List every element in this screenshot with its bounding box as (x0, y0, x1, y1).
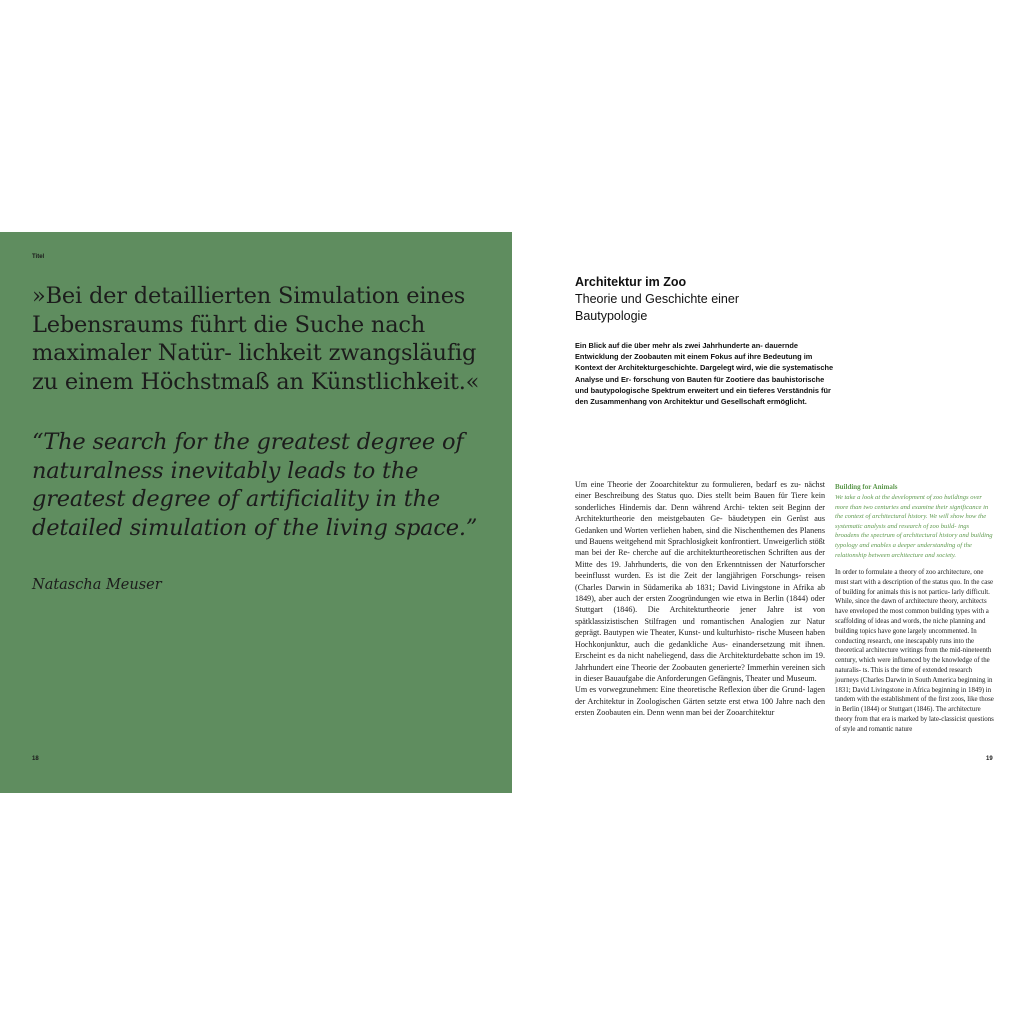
quote-english: “The search for the greatest degree of naturalness inevitably leads to the greatest degree of artificiality in the detailed simulation of the living space.” (32, 429, 478, 541)
body-paragraph: Um es vorwegzunehmen: Eine theoretische Reflexion über die Grund- lagen der Architektur in Zoologischen Gärten setzte erst etwa 100 Jahre nach den ersten Zoobauten ein. Denn wenn man bei der Zooarchitektur (575, 685, 825, 718)
page-number-left: 18 (32, 756, 39, 762)
left-page (0, 232, 512, 793)
chapter-abstract: Ein Blick auf die über mehr als zwei Jahrhunderte an- dauernde Entwicklung der Zoobauten mit einem Fokus auf ihre Bedeutung im Kontext der Architekturgeschichte. Dargelegt wird, wie die systematische Analyse und Er- forschung von Bauten für Zootiere das bauhistorische und bautypologische Spektrum erweitert und ein tieferes Verständnis für den Zusammenhang von Architektur und Gesellschaft ermöglicht. (575, 341, 834, 407)
chapter-title: Architektur im Zoo (575, 275, 687, 289)
book-spread (0, 232, 1024, 793)
body-column-english: In order to formulate a theory of zoo architecture, one must start with a description of the status quo. In the case of building for animals this is not particu- larly difficult. While, since the dawn of architecture theory, architects have enveloped the most common building types with a scaffolding of ideas and words, the niche planning and building topics have gone largely uncommented. In conducting research, one inescapably runs into the theoretical architecture writings from the mid-nineteenth century, which were influenced by the knowledge of the naturalis- ts. This is the time of extended research journeys (Charles Darwin in South America beginning in 1831; David Livingstone in Africa beginning in 1849) in tandem with the establishment of the first zoos, like those in Berlin (1844) or Stuttgart (1846). The architecture theory from that era is marked by late-classicist questions of style and romantic nature (835, 569, 994, 733)
running-head: Titel (32, 254, 45, 260)
right-page (512, 232, 1024, 793)
quote-author: Natascha Meuser (32, 577, 162, 593)
page-number-right: 19 (986, 756, 993, 762)
body-column-german (575, 479, 825, 719)
chapter-subtitle: Theorie und Geschichte einer Bautypologie (575, 292, 739, 323)
sidebar-summary: We take a look at the development of zoo buildings over more than two centuries and examine their significance in the context of architectural history. We will show how the systematic analysis and research of zoo build- ings broadens the spectrum of architectural history and building typology and enables a deeper understanding of the relationship between architecture and society. (835, 494, 993, 559)
body-paragraph: Um eine Theorie der Zooarchitektur zu formulieren, bedarf es zu- nächst einer Beschreibung des Status quo. Dies stellt beim Bauen für Tiere kein sonderliches Hindernis dar. Denn während Archi- tekten seit Beginn der Architekturtheorie den meistgebauten Ge- bäudetypen ein Gerüst aus Gedanken und Worten verliehen haben, sind die Nischenthemen des Planens und Bauens weitgehend mit Sprachlosigkeit konfrontiert. Unweigerlich stößt man bei der Re- cherche auf die architekturtheoretischen Schriften aus der Mitte des 19. Jahrhunderts, die von den Erkenntnissen der Naturforscher beeinflusst wurden. Es ist die Zeit der langjährigen Forschungs- reisen (Charles Darwin in Südamerika ab 1831; David Livingstone in Afrika ab 1849), aber auch der ersten Zoogründungen wie etwa in Berlin (1844) oder Stuttgart (1846). Die Architekturtheorie jener Jahre ist von spätklassizistischen Stilfragen und romantischen Analogien zur Natur geprägt. Bautypen wie Theater, Kunst- und kulturhisto- rische Museen haben Hochkonjunktur, auch die gedankliche Aus- einandersetzung mit ihnen. Erscheint es da nicht naheliegend, dass die Architekturdebatte schon im 19. Jahrhundert eine Theorie der Zoobauten generierte? Immerhin vereinen sich in dieser Bauaufgabe die Anforderungen Gefängnis, Theater und Museum. (575, 480, 825, 683)
sidebar-title: Building for Animals (835, 483, 898, 491)
quote-german: »Bei der detaillierten Simulation eines Lebensraums führt die Suche nach maximaler Natür- lichkeit zwangsläufig zu einem Höchstmaß an Künstlichkeit.« (32, 283, 480, 395)
